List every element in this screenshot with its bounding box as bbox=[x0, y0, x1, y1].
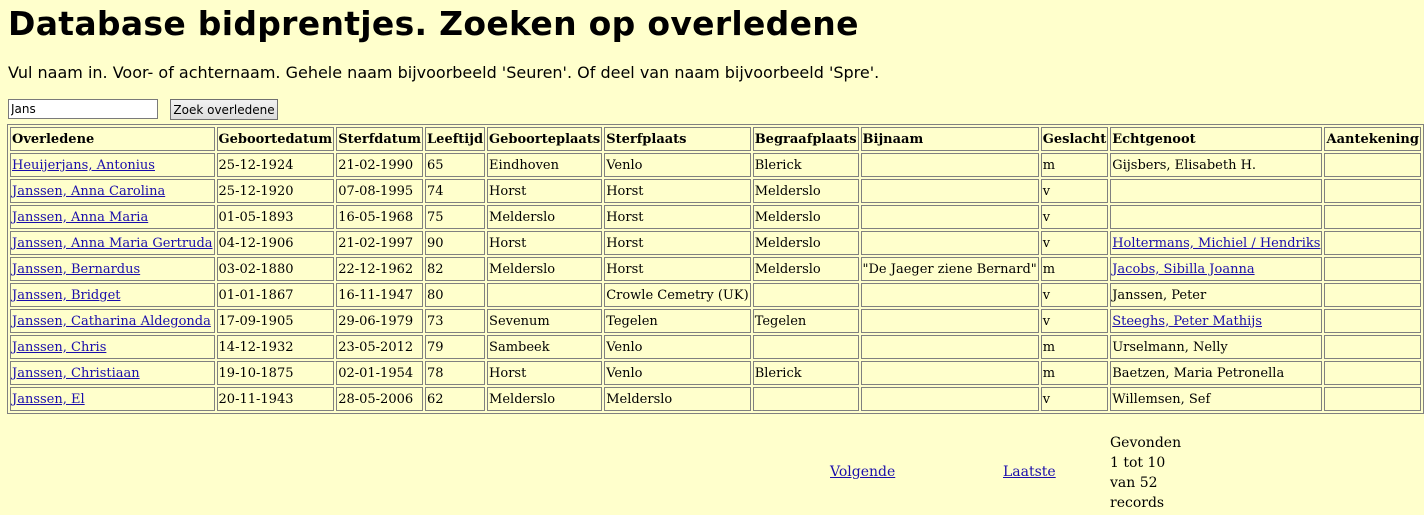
cell-age: 74 bbox=[425, 179, 485, 203]
table-row bbox=[10, 361, 1421, 385]
column-header-deceased: Overledene bbox=[10, 127, 215, 151]
cell-death-date: 07-08-1995 bbox=[336, 179, 423, 203]
deceased-link[interactable]: Janssen, Bridget bbox=[12, 287, 121, 303]
cell-nickname bbox=[861, 205, 1039, 229]
results-table bbox=[7, 124, 1424, 414]
table-row bbox=[10, 257, 1421, 281]
cell-burial-place: Blerick bbox=[753, 153, 859, 177]
table-row bbox=[10, 231, 1421, 255]
cell-nickname bbox=[861, 361, 1039, 385]
table-row bbox=[10, 153, 1421, 177]
cell-spouse bbox=[1110, 205, 1322, 229]
cell-gender: v bbox=[1041, 387, 1108, 411]
spouse-link[interactable]: Jacobs, Sibilla Joanna bbox=[1112, 261, 1255, 277]
cell-gender: v bbox=[1041, 283, 1108, 307]
column-header-birth-place: Geboorteplaats bbox=[487, 127, 602, 151]
cell-birth-place: Eindhoven bbox=[487, 153, 602, 177]
column-header-age: Leeftijd bbox=[425, 127, 485, 151]
results-count: Gevonden 1 tot 10 van 52 records bbox=[1110, 435, 1182, 511]
cell-spouse bbox=[1110, 257, 1322, 281]
cell-spouse bbox=[1110, 309, 1322, 333]
cell-birth-date: 25-12-1924 bbox=[217, 153, 335, 177]
cell-death-date: 02-01-1954 bbox=[336, 361, 423, 385]
cell-age: 80 bbox=[425, 283, 485, 307]
cell-death-place: Venlo bbox=[604, 335, 751, 359]
cell-burial-place: Melderslo bbox=[753, 257, 859, 281]
cell-birth-place: Melderslo bbox=[487, 387, 602, 411]
cell-spouse: Gijsbers, Elisabeth H. bbox=[1110, 153, 1322, 177]
cell-gender: m bbox=[1041, 335, 1108, 359]
cell-death-place: Horst bbox=[604, 231, 751, 255]
cell-spouse: Baetzen, Maria Petronella bbox=[1110, 361, 1322, 385]
cell-birth-date: 19-10-1875 bbox=[217, 361, 335, 385]
deceased-link[interactable]: Janssen, Catharina Aldegonda bbox=[12, 313, 211, 329]
cell-death-date: 16-05-1968 bbox=[336, 205, 423, 229]
table-header-row bbox=[10, 127, 1421, 151]
spouse-link[interactable]: Holtermans, Michiel / Hendriks bbox=[1112, 235, 1321, 251]
cell-nickname bbox=[861, 309, 1039, 333]
cell-birth-place: Melderslo bbox=[487, 205, 602, 229]
cell-age: 65 bbox=[425, 153, 485, 177]
cell-deceased bbox=[10, 335, 215, 359]
cell-death-place: Crowle Cemetry (UK) bbox=[604, 283, 751, 307]
cell-birth-date: 01-01-1867 bbox=[217, 283, 335, 307]
cell-note bbox=[1324, 257, 1420, 281]
column-header-birth-date: Geboortedatum bbox=[217, 127, 335, 151]
cell-nickname bbox=[861, 153, 1039, 177]
deceased-link[interactable]: Janssen, El bbox=[12, 391, 85, 407]
cell-gender: v bbox=[1041, 179, 1108, 203]
cell-gender: m bbox=[1041, 257, 1108, 281]
cell-age: 73 bbox=[425, 309, 485, 333]
cell-death-date: 23-05-2012 bbox=[336, 335, 423, 359]
cell-deceased bbox=[10, 309, 215, 333]
table-body bbox=[10, 153, 1421, 411]
column-header-note: Aantekening bbox=[1324, 127, 1420, 151]
cell-birth-place: Horst bbox=[487, 361, 602, 385]
cell-birth-place: Horst bbox=[487, 231, 602, 255]
cell-burial-place bbox=[753, 283, 859, 307]
cell-note bbox=[1324, 231, 1420, 255]
cell-nickname bbox=[861, 231, 1039, 255]
cell-burial-place: Tegelen bbox=[753, 309, 859, 333]
column-header-burial-place: Begraafplaats bbox=[753, 127, 859, 151]
cell-deceased bbox=[10, 205, 215, 229]
cell-birth-place: Sambeek bbox=[487, 335, 602, 359]
cell-burial-place: Blerick bbox=[753, 361, 859, 385]
cell-deceased bbox=[10, 387, 215, 411]
column-header-death-place: Sterfplaats bbox=[604, 127, 751, 151]
cell-gender: m bbox=[1041, 361, 1108, 385]
cell-age: 78 bbox=[425, 361, 485, 385]
spouse-link[interactable]: Steeghs, Peter Mathijs bbox=[1112, 313, 1263, 329]
cell-note bbox=[1324, 179, 1420, 203]
cell-death-place: Tegelen bbox=[604, 309, 751, 333]
cell-death-place: Horst bbox=[604, 257, 751, 281]
cell-gender: m bbox=[1041, 153, 1108, 177]
cell-death-date: 16-11-1947 bbox=[336, 283, 423, 307]
cell-gender: v bbox=[1041, 231, 1108, 255]
cell-burial-place bbox=[753, 387, 859, 411]
cell-nickname bbox=[861, 335, 1039, 359]
cell-death-place: Melderslo bbox=[604, 387, 751, 411]
cell-birth-date: 04-12-1906 bbox=[217, 231, 335, 255]
cell-gender: v bbox=[1041, 309, 1108, 333]
cell-age: 82 bbox=[425, 257, 485, 281]
cell-birth-date: 01-05-1893 bbox=[217, 205, 335, 229]
cell-birth-place: Melderslo bbox=[487, 257, 602, 281]
cell-note bbox=[1324, 309, 1420, 333]
cell-death-place: Horst bbox=[604, 179, 751, 203]
column-header-nickname: Bijnaam bbox=[861, 127, 1039, 151]
cell-birth-place: Horst bbox=[487, 179, 602, 203]
cell-age: 90 bbox=[425, 231, 485, 255]
cell-birth-date: 14-12-1932 bbox=[217, 335, 335, 359]
cell-spouse: Willemsen, Sef bbox=[1110, 387, 1322, 411]
cell-birth-date: 17-09-1905 bbox=[217, 309, 335, 333]
search-button[interactable]: Zoek overledene bbox=[170, 99, 278, 120]
search-instructions: Vul naam in. Voor- of achternaam. Gehele naam bijvoorbeeld 'Seuren'. Of deel van naam bijvoorbeeld 'Spre'. bbox=[8, 63, 880, 82]
cell-note bbox=[1324, 283, 1420, 307]
deceased-link[interactable]: Janssen, Bernardus bbox=[12, 261, 141, 277]
cell-nickname bbox=[861, 283, 1039, 307]
cell-note bbox=[1324, 153, 1420, 177]
next-page-link[interactable]: Volgende bbox=[830, 464, 896, 480]
cell-death-place: Venlo bbox=[604, 153, 751, 177]
cell-birth-place: Sevenum bbox=[487, 309, 602, 333]
cell-death-place: Horst bbox=[604, 205, 751, 229]
cell-spouse bbox=[1110, 231, 1322, 255]
cell-note bbox=[1324, 205, 1420, 229]
cell-deceased bbox=[10, 361, 215, 385]
cell-deceased bbox=[10, 179, 215, 203]
cell-spouse: Janssen, Peter bbox=[1110, 283, 1322, 307]
cell-death-date: 21-02-1990 bbox=[336, 153, 423, 177]
deceased-link[interactable]: Janssen, Anna Maria bbox=[12, 209, 149, 225]
deceased-link[interactable]: Janssen, Christiaan bbox=[12, 365, 140, 381]
table-row bbox=[10, 283, 1421, 307]
cell-age: 75 bbox=[425, 205, 485, 229]
table-row bbox=[10, 335, 1421, 359]
last-page-link[interactable]: Laatste bbox=[1003, 464, 1056, 480]
cell-note bbox=[1324, 361, 1420, 385]
cell-deceased bbox=[10, 283, 215, 307]
column-header-death-date: Sterfdatum bbox=[336, 127, 423, 151]
cell-burial-place bbox=[753, 335, 859, 359]
cell-age: 62 bbox=[425, 387, 485, 411]
column-header-gender: Geslacht bbox=[1041, 127, 1108, 151]
table-row bbox=[10, 309, 1421, 333]
cell-deceased bbox=[10, 231, 215, 255]
column-header-spouse: Echtgenoot bbox=[1110, 127, 1322, 151]
cell-death-date: 29-06-1979 bbox=[336, 309, 423, 333]
cell-burial-place: Melderslo bbox=[753, 205, 859, 229]
cell-nickname bbox=[861, 387, 1039, 411]
cell-birth-date: 25-12-1920 bbox=[217, 179, 335, 203]
page-title: Database bidprentjes. Zoeken op overledene bbox=[8, 4, 859, 43]
cell-death-date: 22-12-1962 bbox=[336, 257, 423, 281]
cell-death-date: 21-02-1997 bbox=[336, 231, 423, 255]
table-row bbox=[10, 179, 1421, 203]
cell-age: 79 bbox=[425, 335, 485, 359]
cell-gender: v bbox=[1041, 205, 1108, 229]
cell-death-place: Venlo bbox=[604, 361, 751, 385]
cell-note bbox=[1324, 335, 1420, 359]
cell-spouse: Urselmann, Nelly bbox=[1110, 335, 1322, 359]
cell-spouse bbox=[1110, 179, 1322, 203]
deceased-link[interactable]: Janssen, Anna Carolina bbox=[12, 183, 166, 199]
cell-birth-date: 20-11-1943 bbox=[217, 387, 335, 411]
cell-note bbox=[1324, 387, 1420, 411]
deceased-link[interactable]: Janssen, Chris bbox=[12, 339, 107, 355]
cell-death-date: 28-05-2006 bbox=[336, 387, 423, 411]
deceased-link[interactable]: Janssen, Anna Maria Gertruda bbox=[12, 235, 213, 251]
cell-burial-place: Melderslo bbox=[753, 231, 859, 255]
cell-deceased bbox=[10, 257, 215, 281]
cell-nickname: "De Jaeger ziene Bernard" bbox=[861, 257, 1039, 281]
cell-burial-place: Melderslo bbox=[753, 179, 859, 203]
search-input[interactable] bbox=[8, 99, 158, 119]
cell-deceased bbox=[10, 153, 215, 177]
cell-nickname bbox=[861, 179, 1039, 203]
cell-birth-place bbox=[487, 283, 602, 307]
table-row bbox=[10, 205, 1421, 229]
table-row bbox=[10, 387, 1421, 411]
deceased-link[interactable]: Heuijerjans, Antonius bbox=[12, 157, 155, 173]
cell-birth-date: 03-02-1880 bbox=[217, 257, 335, 281]
